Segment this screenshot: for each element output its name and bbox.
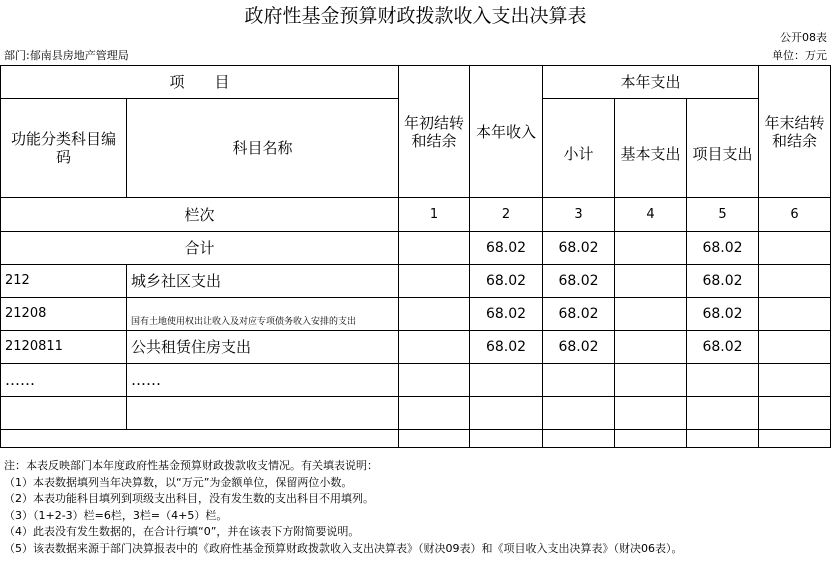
note-line: （1）本表数据填列当年决算数，以“万元”为金额单位，保留两位小数。 xyxy=(4,475,353,489)
form-number: 公开08表 xyxy=(780,31,827,44)
col-num: 6 xyxy=(790,206,799,222)
col-num: 4 xyxy=(646,206,655,222)
total-c1 xyxy=(399,232,469,264)
row-c1 xyxy=(399,364,469,396)
row-c2: 68.02 xyxy=(485,306,527,322)
row-code: 2120811 xyxy=(5,339,63,354)
row-c2: 68.02 xyxy=(485,273,527,289)
note-line: （2）本表功能科目填列到项级支出科目，没有发生数的支出科目不用填列。 xyxy=(4,492,374,505)
row-code: 212 xyxy=(5,273,30,288)
notes xyxy=(4,458,828,557)
row-c3: 68.02 xyxy=(558,339,599,355)
col-num: 3 xyxy=(574,206,583,222)
note-line: （3）（1+2-3）栏=6栏，3栏=（4+5）栏。 xyxy=(4,508,228,522)
col-num: 5 xyxy=(718,206,727,222)
row-c3: 68.02 xyxy=(558,306,599,322)
row-c2: 68.02 xyxy=(485,339,527,355)
note-line: （5）该表数据来源于部门决算报表中的《政府性基金预算财政拨款收入支出决算表》（财决09表）和《项目收入支出决算表》（财决06表）。 xyxy=(4,541,683,555)
row-c5: 68.02 xyxy=(702,339,743,355)
row-c3: 68.02 xyxy=(558,273,599,289)
row-c6 xyxy=(759,331,830,363)
row-c4 xyxy=(615,265,686,297)
note-line: 注：本表反映部门本年度政府性基金预算财政拨款收支情况。有关填表说明： xyxy=(4,459,378,472)
total-c5: 68.02 xyxy=(702,240,743,256)
row-name: 公共租赁住房支出 xyxy=(131,338,252,356)
row-name: 国有土地使用权出让收入及对应专项债务收入安排的支出 xyxy=(131,317,357,327)
total-label: 合计 xyxy=(184,239,215,257)
total-c4 xyxy=(615,232,686,264)
report-title: 政府性基金预算财政拨款收入支出决算表 xyxy=(244,5,587,27)
header-income: 本年收入 xyxy=(475,122,536,141)
row-code: …… xyxy=(5,371,35,389)
unit-label: 单位：万元 xyxy=(772,49,827,62)
row-c6 xyxy=(759,364,830,396)
header-expense-group: 本年支出 xyxy=(620,73,681,91)
total-c6 xyxy=(759,232,830,264)
row-c6 xyxy=(759,298,830,330)
header-subject-name: 科目名称 xyxy=(232,139,293,157)
grid-line xyxy=(0,429,831,430)
header-subtotal: 小计 xyxy=(563,145,594,163)
row-c3 xyxy=(543,364,614,396)
budget-table xyxy=(0,65,831,448)
row-c4 xyxy=(615,298,686,330)
header-func-code: 功能分类科目编码 xyxy=(10,130,116,166)
header-project: 项目支出 xyxy=(692,145,753,163)
total-c2: 68.02 xyxy=(485,240,527,256)
row-c1 xyxy=(399,265,469,297)
row-name: …… xyxy=(131,371,161,389)
grid-line xyxy=(0,447,831,448)
row-c4 xyxy=(615,364,686,396)
row-c5: 68.02 xyxy=(702,273,743,289)
header-end-balance: 年末结转和结余 xyxy=(764,113,825,150)
row-c6 xyxy=(759,265,830,297)
col-num: 2 xyxy=(501,206,511,222)
row-c2 xyxy=(470,364,542,396)
row-code: 21208 xyxy=(5,306,47,321)
note-line: （4）此表没有发生数据的，在合计行填“0”，并在该表下方附简要说明。 xyxy=(4,525,360,538)
row-c1 xyxy=(399,298,469,330)
row-c5 xyxy=(687,364,758,396)
col-num: 1 xyxy=(429,206,439,222)
row-c5: 68.02 xyxy=(702,306,743,322)
header-basic: 基本支出 xyxy=(620,145,681,163)
department-label: 部门:郁南县房地产管理局 xyxy=(4,49,129,62)
column-label: 栏次 xyxy=(184,205,215,224)
header-begin-balance: 年初结转和结余 xyxy=(403,113,464,150)
grid-line xyxy=(0,396,831,397)
total-c3: 68.02 xyxy=(558,240,599,256)
header-item: 项 目 xyxy=(169,73,230,91)
row-c1 xyxy=(399,331,469,363)
row-c4 xyxy=(615,331,686,363)
row-name: 城乡社区支出 xyxy=(131,272,222,290)
